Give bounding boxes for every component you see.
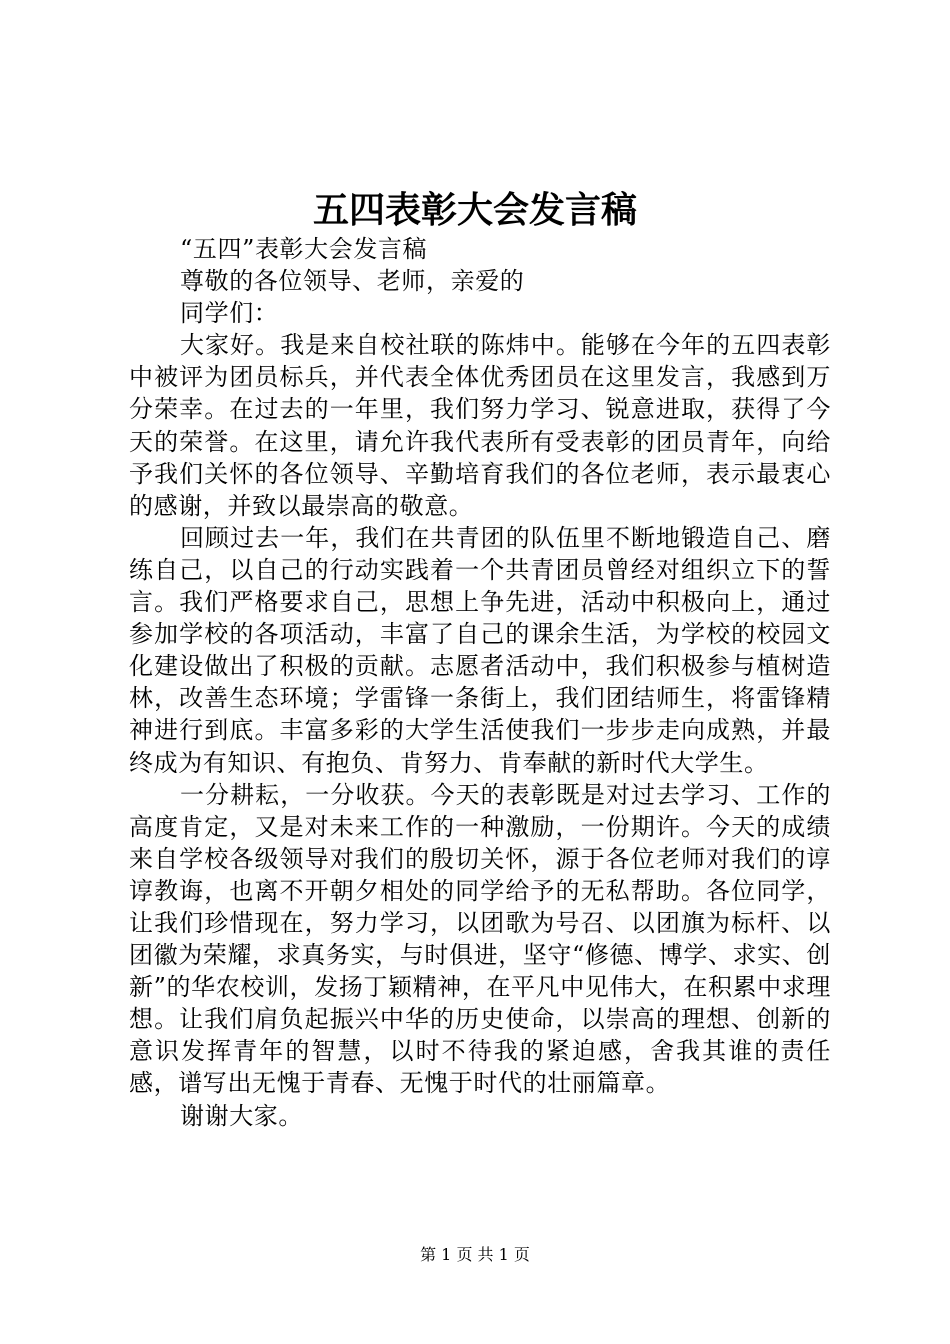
salutation-continued-paragraph: 同学们： — [180, 299, 279, 328]
body-paragraph: 一分耕耘，一分收获。今天的表彰既是对过去学习、工作的高度肯定，又是对未来工作的一种激励，一份期许。今天的成绩来自学校各级领导对我们的殷切关怀，源于各位老师对我们的谆谆教诲，也离不开朝夕相处的同学给予的无私帮助。各位同学，让我们珍惜现在，努力学习，以团歌为号召、以团旗为标杆、以团徽为荣耀，求真务实，与时俱进，坚守“修德、博学、求实、创新”的华农校训，发扬丁颖精神，在平凡中见伟大，在积累中求理想。让我们肩负起振兴中华的历史使命，以崇高的理想、创新的意识发挥青年的智慧，以时不待我的紧迫感，舍我其谁的责任感，谱写出无愧于青春、无愧于时代的壮丽篇章。 — [129, 780, 831, 1098]
closing-paragraph: 谢谢大家。 — [180, 1101, 303, 1130]
page-title: 五四表彰大会发言稿 — [312, 189, 637, 231]
page-number-footer: 第 1 页 共 1 页 — [420, 1245, 530, 1264]
salutation-paragraph: 尊敬的各位领导、老师，亲爱的 — [180, 267, 525, 296]
subtitle-paragraph: “五四”表彰大会发言稿 — [180, 235, 428, 263]
body-paragraph: 回顾过去一年，我们在共青团的队伍里不断地锻造自己、磨练自己，以自己的行动实践着一个共青团员曾经对组织立下的誓言。我们严格要求自己，思想上争先进，活动中积极向上，通过参加学校的各项活动，丰富了自己的课余生活，为学校的校园文化建设做出了积极的贡献。志愿者活动中，我们积极参与植树造林，改善生态环境；学雷锋一条街上，我们团结师生，将雷锋精神进行到底。丰富多彩的大学生活使我们一步步走向成熟，并最终成为有知识、有抱负、肯努力、肯奉献的新时代大学生。 — [129, 523, 831, 777]
body-paragraph: 大家好。我是来自校社联的陈炜中。能够在今年的五四表彰中被评为团员标兵，并代表全体优秀团员在这里发言，我感到万分荣幸。在过去的一年里，我们努力学习、锐意进取，获得了今天的荣誉。在这里，请允许我代表所有受表彰的团员青年，向给予我们关怀的各位领导、辛勤培育我们的各位老师，表示最衷心的感谢，并致以最崇高的敬意。 — [129, 331, 831, 520]
document-body — [129, 233, 831, 1132]
